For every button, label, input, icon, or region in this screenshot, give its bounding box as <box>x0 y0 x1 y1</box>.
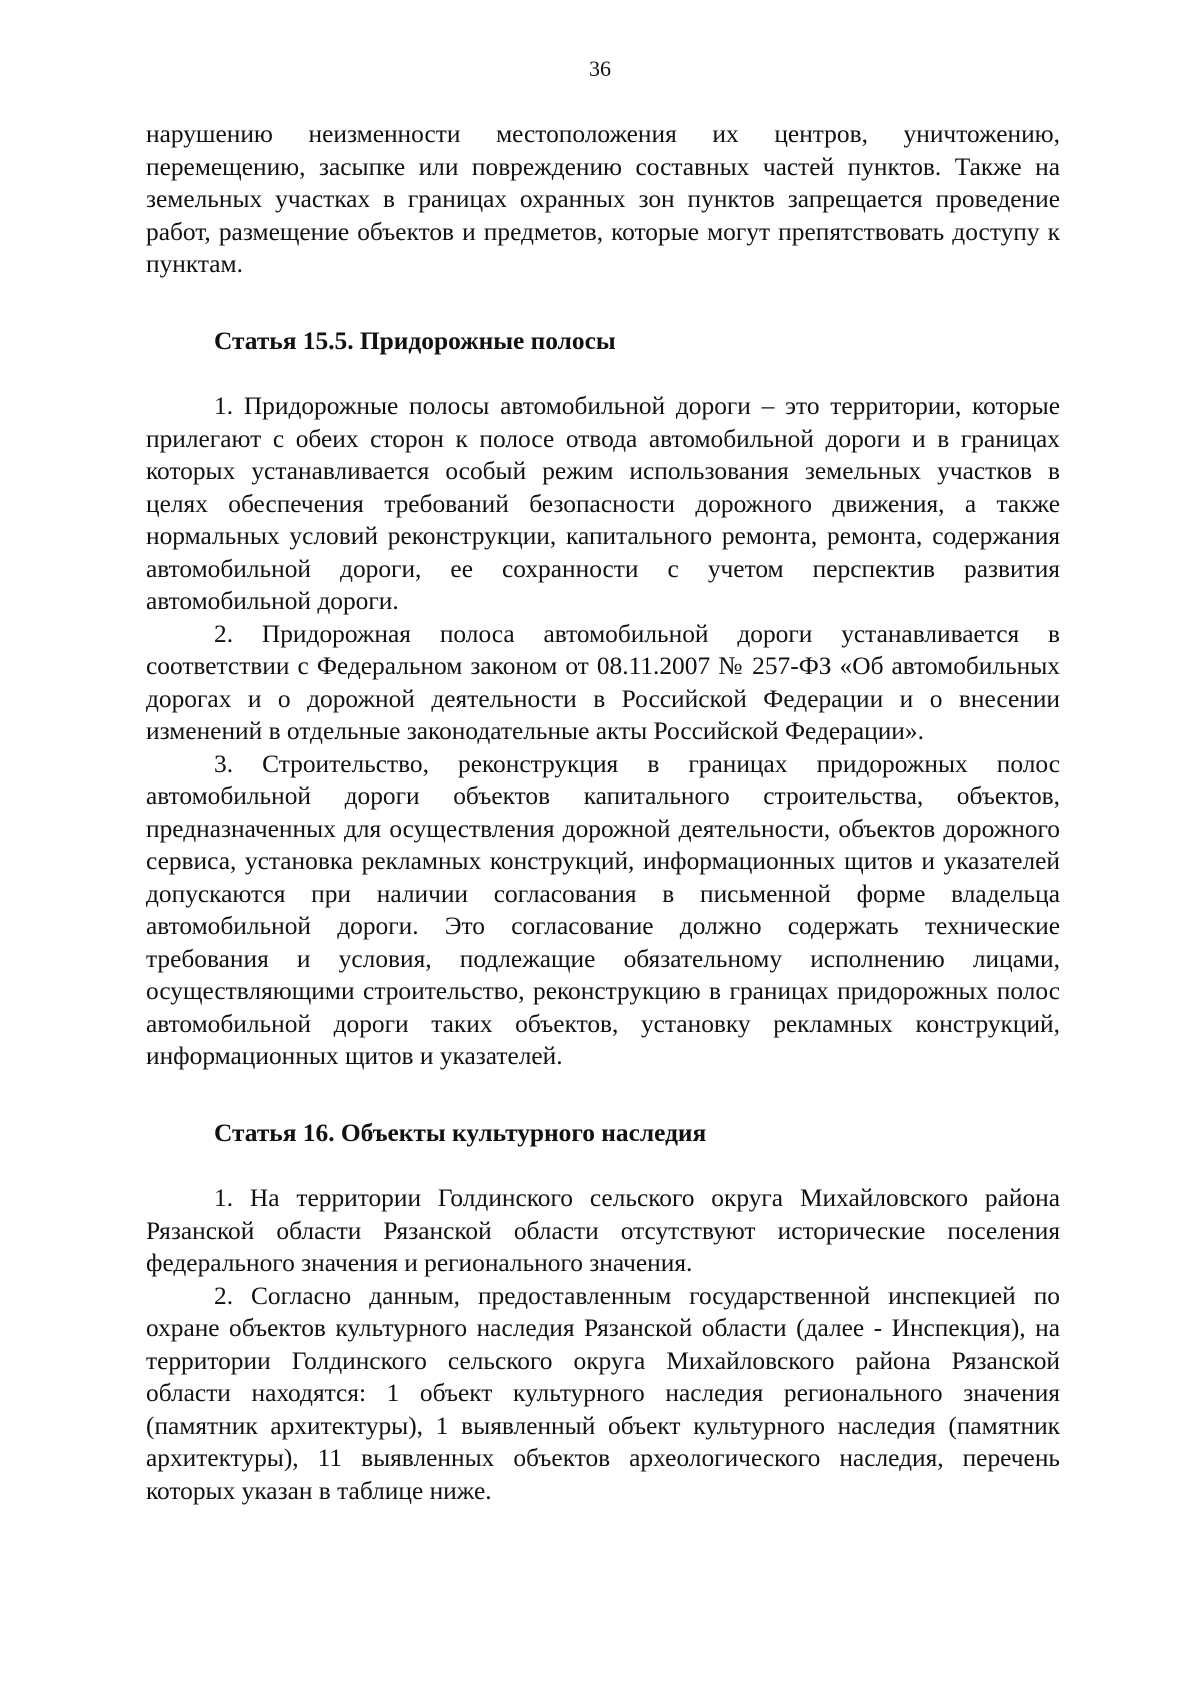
section-heading-16: Статья 16. Объекты культурного наследия <box>214 1118 707 1147</box>
paragraph: 3. Строительство, реконструкция в границах придорожных полос автомобильной дороги объектов капитального строительства, объектов, предназначенных для осуществления дорожной деятельности, объектов дорожного сервиса, установка рекламных конструкций, информационных щитов и указателей допускаются при наличии согласования в письменной форме владельца автомобильной дороги. Это согласование должно содержать технические требования и условия, подлежащие обязательному исполнению лицами, осуществляющими строительство, реконструкцию в границах придорожных полос автомобильной дороги таких объектов, установку рекламных конструкций, информационных щитов и указателей. <box>146 749 1060 1070</box>
intro-paragraph: нарушению неизменности местоположения их центров, уничтожению, перемещению, засыпке или повреждению составных частей пунктов. Также на земельных участках в границах охранных зон пунктов запрещается проведение работ, размещение объектов и предметов, которые могут препятствовать доступу к пунктам. <box>146 120 1060 278</box>
paragraph: 1. На территории Голдинского сельского округа Михайловского района Рязанской области Рязанской области отсутствуют исторические поселения федерального значения и регионального значения. <box>146 1184 1060 1277</box>
paragraph: 2. Придорожная полоса автомобильной дороги устанавливается в соответствии с Федеральном законом от 08.11.2007 № 257-ФЗ «Об автомобильных дорогах и о дорожной деятельности в Российской Федерации и о внесении изменений в отдельные законодательные акты Российской Федерации». <box>146 619 1060 745</box>
paragraph: 2. Согласно данным, предоставленным государственной инспекцией по охране объектов культурного наследия Рязанской области (далее - Инспекция), на территории Голдинского сельского округа Михайловского района Рязанской области находятся: 1 объект культурного наследия регионального значения (памятник архитектуры), 1 выявленный объект культурного наследия (памятник архитектуры), 11 выявленных объектов археологического наследия, перечень которых указан в таблице ниже. <box>146 1281 1060 1505</box>
section-heading-15-5: Статья 15.5. Придорожные полосы <box>214 326 616 355</box>
document-body <box>146 118 1060 1507</box>
paragraph: 1. Придорожные полосы автомобильной дороги – это территории, которые прилегают с обеих сторон к полосе отвода автомобильной дороги и в границах которых устанавливается особый режим использования земельных участков в целях обеспечения требований безопасности дорожного движения, а также нормальных условий реконструкции, капитального ремонта, ремонта, содержания автомобильной дороги, ее сохранности с учетом перспектив развития автомобильной дороги. <box>146 392 1060 615</box>
page-number: 36 <box>589 56 611 81</box>
